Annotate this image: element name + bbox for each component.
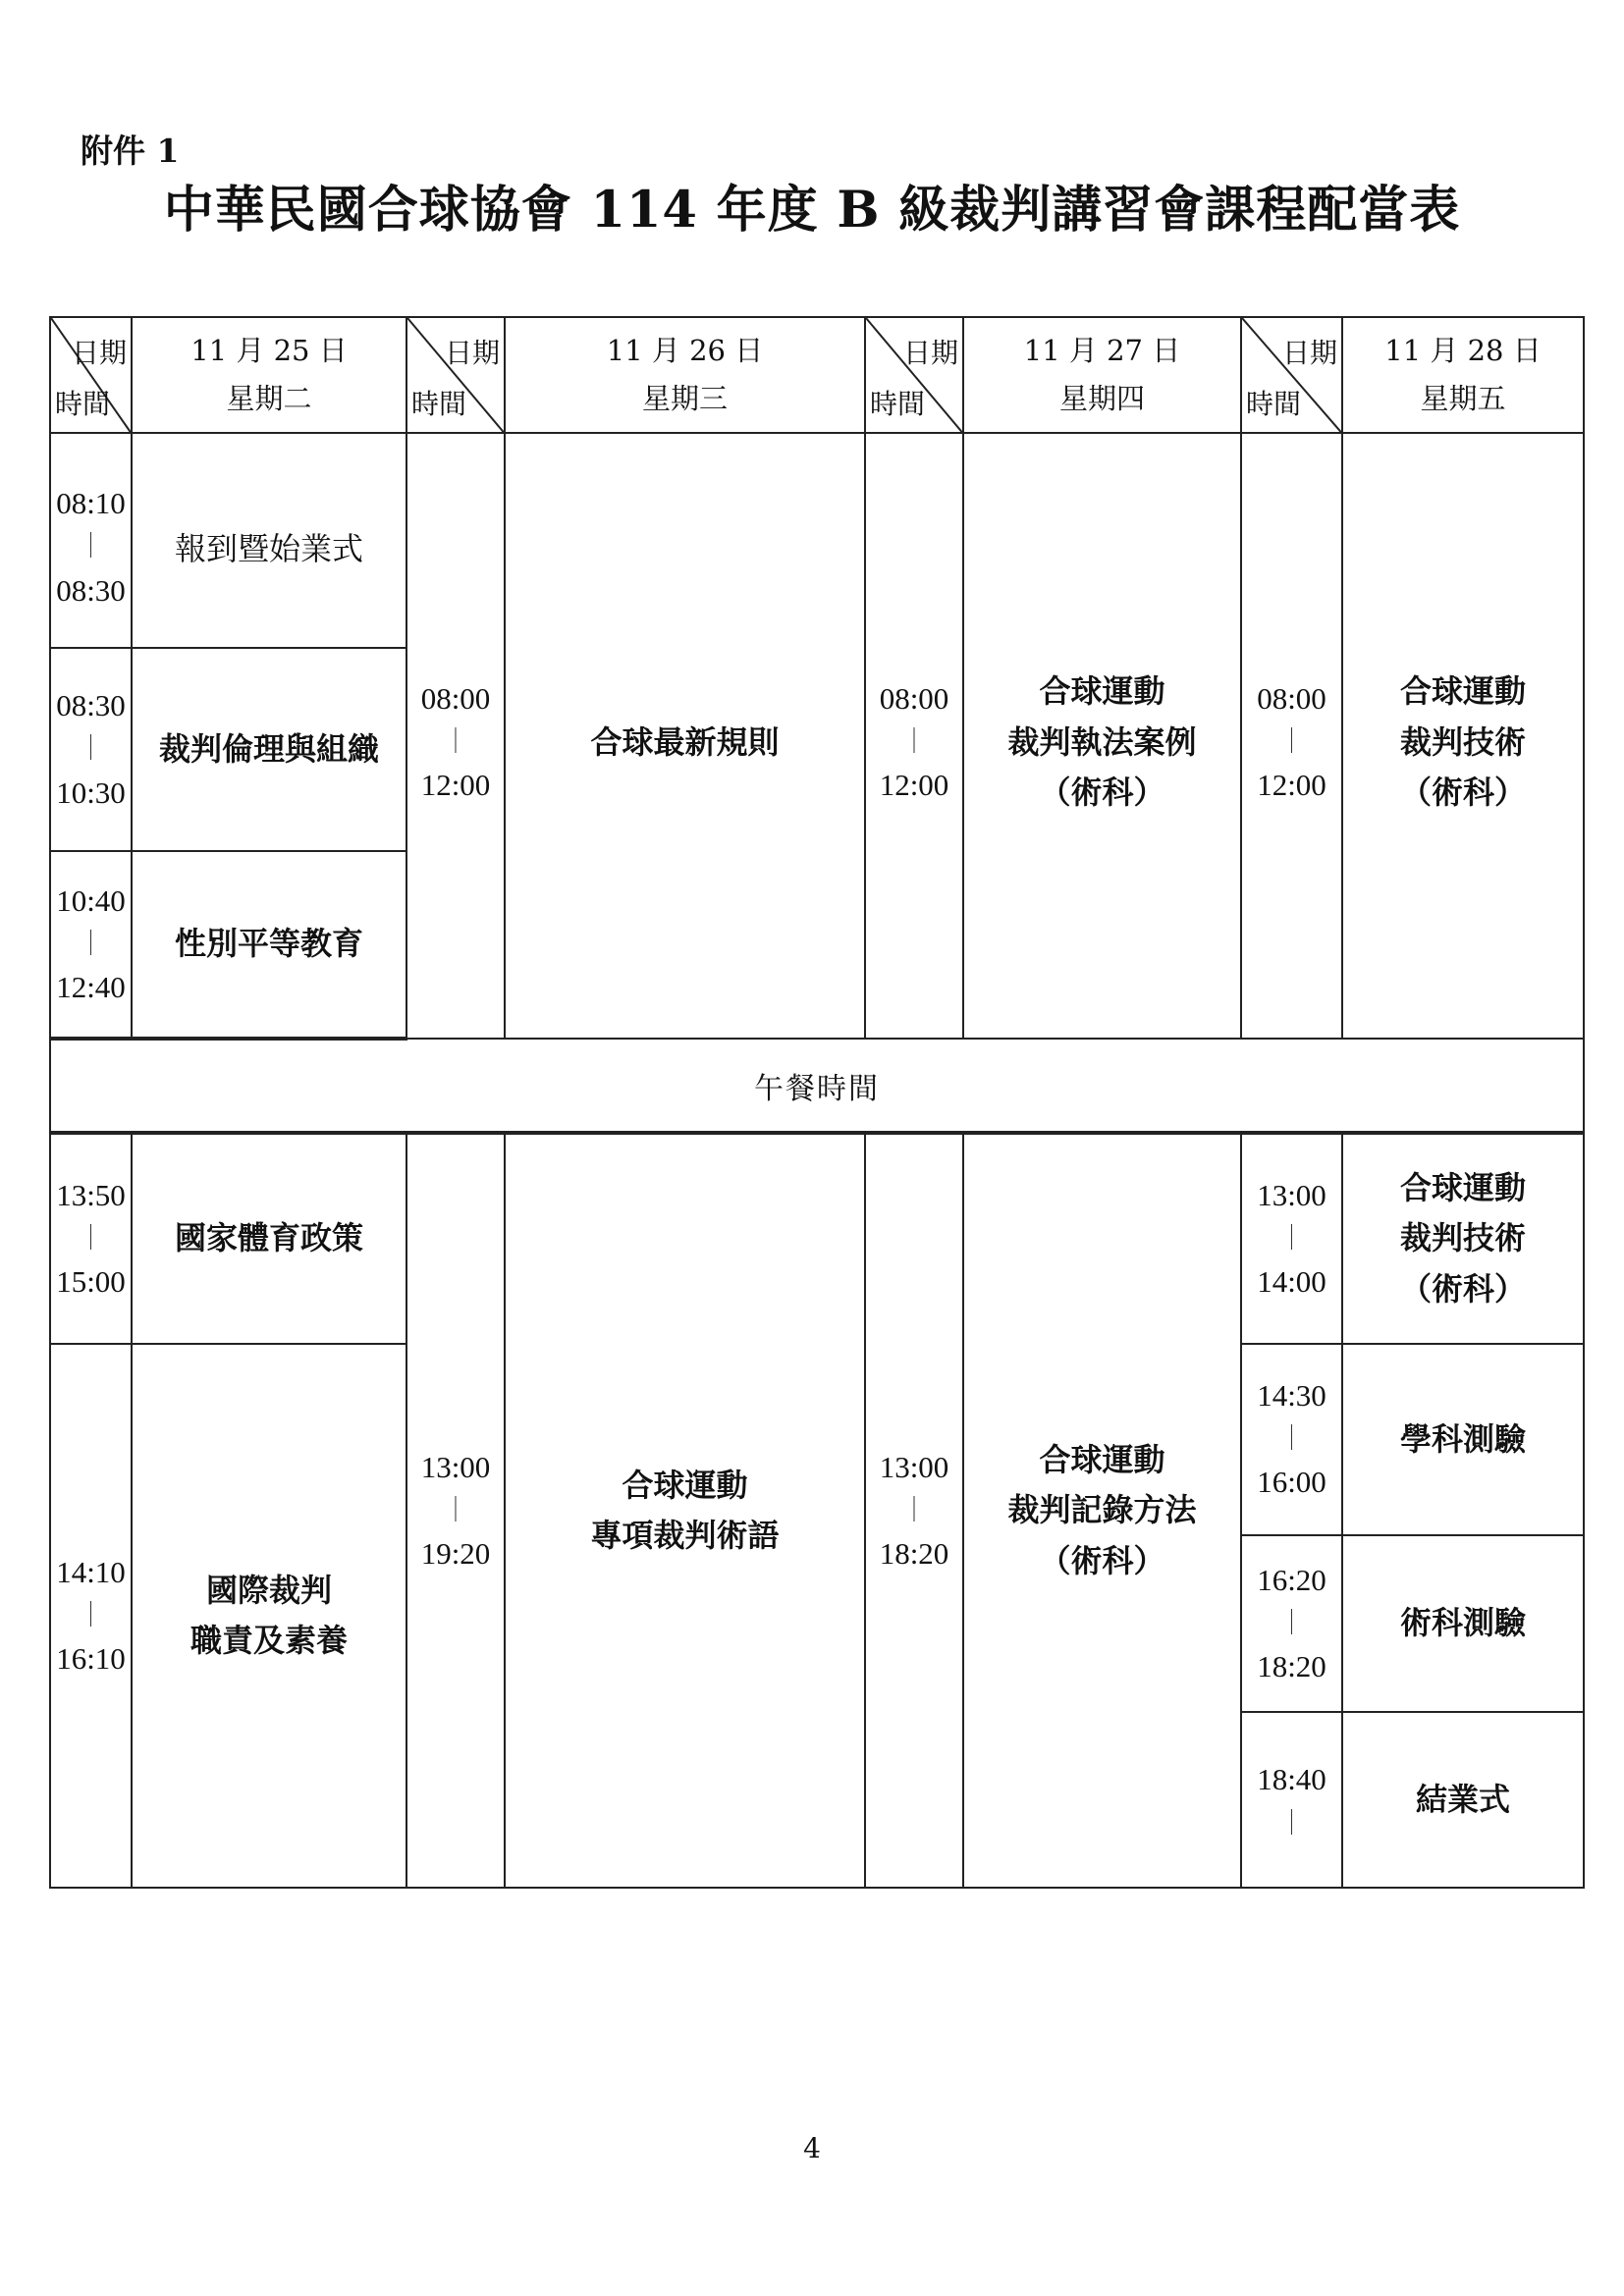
page-title: 中華民國合球協會 114 年度 B 級裁判講習會課程配當表 (163, 181, 1461, 240)
course-cell: 國際裁判 職責及素養 (132, 1344, 406, 1888)
time-cell: 08:30 ｜ 10:30 (50, 648, 132, 851)
corner-cell-wed (406, 317, 505, 433)
corner-cell-fri (1241, 317, 1342, 433)
corner-cell-thu (865, 317, 963, 433)
course-cell: 合球運動 裁判記錄方法 （術科） (963, 1133, 1241, 1888)
day-header-fri (1342, 317, 1584, 433)
time-cell: 08:00 ｜ 12:00 (1241, 447, 1342, 1038)
corner-time-label: 時間 (870, 388, 926, 421)
corner-time-label: 時間 (411, 388, 467, 421)
course-cell: 裁判倫理與組織 (132, 648, 406, 851)
time-cell: 16:20 ｜ 18:20 (1241, 1535, 1342, 1713)
time-cell: 08:00 ｜ 12:00 (406, 447, 505, 1038)
lunch-cell: 午餐時間 (50, 1039, 1584, 1133)
day-weekday: 星期五 (1420, 382, 1506, 416)
corner-cell-tue (50, 317, 132, 433)
day-date: 11 月 25 日 (190, 333, 348, 367)
course-cell: 結業式 (1342, 1712, 1584, 1888)
course-cell: 合球運動 裁判技術 （術科） (1342, 447, 1584, 1038)
course-cell: 報到暨始業式 (132, 447, 406, 648)
time-cell: 10:40 ｜ 12:40 (50, 851, 132, 1039)
time-cell: 08:10 ｜ 08:30 (50, 447, 132, 648)
corner-date-label: 日期 (902, 337, 958, 369)
morning-row-1 (50, 447, 1584, 648)
course-cell: 國家體育政策 (132, 1133, 406, 1344)
corner-time-label: 時間 (55, 388, 111, 421)
course-cell: 合球運動 專項裁判術語 (505, 1133, 865, 1888)
course-cell: 合球最新規則 (505, 447, 865, 1038)
course-cell: 合球運動 裁判技術 （術科） (1342, 1133, 1584, 1344)
day-date: 11 月 27 日 (1023, 333, 1181, 367)
day-header-thu (963, 317, 1241, 433)
schedule-table (49, 316, 1585, 1889)
corner-date-label: 日期 (71, 337, 127, 369)
day-weekday: 星期三 (641, 382, 728, 416)
annex-label: 附件 1 (81, 132, 180, 170)
spacer-row (50, 433, 1584, 447)
page-number: 4 (803, 2132, 821, 2164)
corner-date-label: 日期 (1281, 337, 1337, 369)
header-row (50, 317, 1584, 433)
day-weekday: 星期二 (226, 382, 312, 416)
time-cell: 13:00 ｜ 18:20 (865, 1133, 963, 1888)
corner-time-label: 時間 (1246, 388, 1302, 421)
day-date: 11 月 26 日 (606, 333, 764, 367)
corner-date-label: 日期 (444, 337, 500, 369)
afternoon-row-1 (50, 1133, 1584, 1344)
lunch-row (50, 1039, 1584, 1133)
day-date: 11 月 28 日 (1384, 333, 1542, 367)
time-cell: 08:00 ｜ 12:00 (865, 447, 963, 1038)
time-cell: 14:10 ｜ 16:10 (50, 1344, 132, 1888)
time-cell: 13:00 ｜ 19:20 (406, 1133, 505, 1888)
time-cell: 18:40 ｜ (1241, 1712, 1342, 1888)
time-cell: 13:00 ｜ 14:00 (1241, 1133, 1342, 1344)
time-cell: 13:50 ｜ 15:00 (50, 1133, 132, 1344)
course-cell: 學科測驗 (1342, 1344, 1584, 1535)
day-weekday: 星期四 (1058, 382, 1145, 416)
day-header-tue (132, 317, 406, 433)
course-cell: 合球運動 裁判執法案例 （術科） (963, 447, 1241, 1038)
day-header-wed (505, 317, 865, 433)
time-cell: 14:30 ｜ 16:00 (1241, 1344, 1342, 1535)
course-cell: 性別平等教育 (132, 851, 406, 1039)
course-cell: 術科測驗 (1342, 1535, 1584, 1713)
